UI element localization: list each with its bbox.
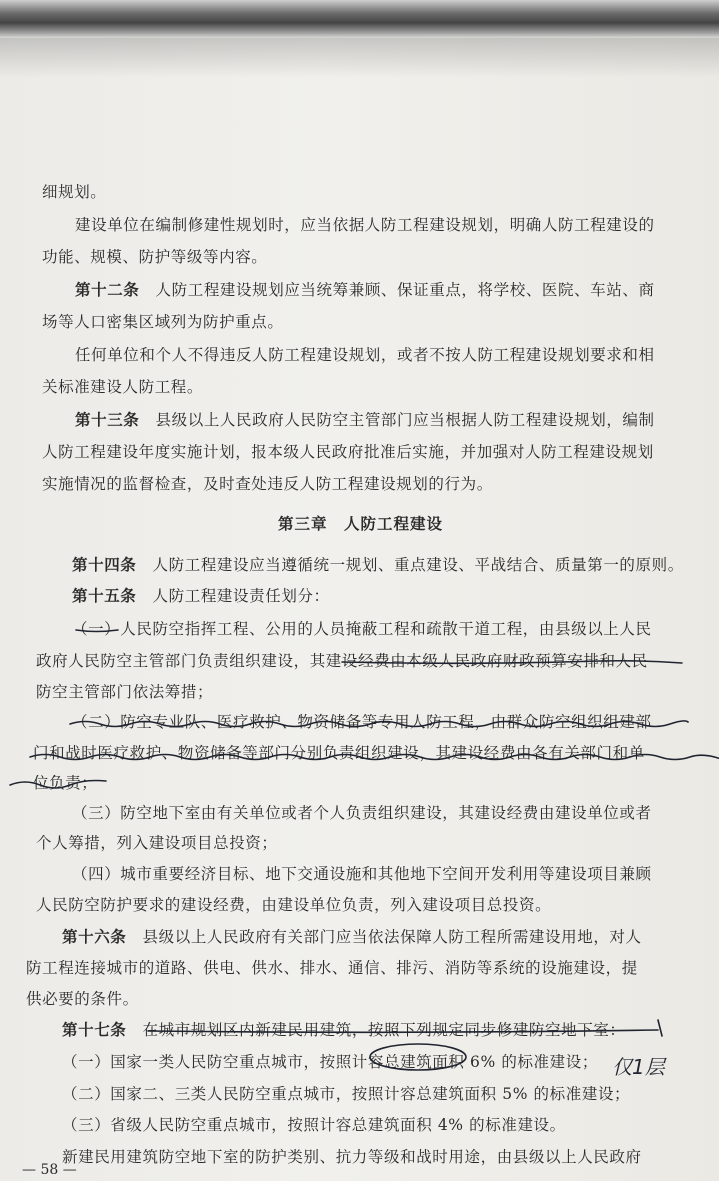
line-text: 人防工程建设年度实施计划，报本级人民政府批准后实施，并加强对人防工程建设规划 bbox=[42, 443, 654, 461]
bracket-article-17 bbox=[658, 1020, 662, 1036]
paragraph-line bbox=[75, 213, 655, 235]
article-number: 第十三条 bbox=[75, 410, 140, 429]
chapter-title bbox=[278, 512, 443, 534]
line-text: 位负责； bbox=[33, 774, 98, 792]
line-text: 任何单位和个人不得违反人防工程建设规划，或者不按人防工程建设规划要求和相 bbox=[75, 346, 655, 364]
paragraph-line bbox=[33, 741, 645, 763]
paragraph-line bbox=[42, 375, 203, 397]
paragraph-line bbox=[75, 278, 655, 300]
line-text: 功能、规模、防护等级等内容。 bbox=[42, 248, 268, 266]
line-text: 县级以上人民政府人民防空主管部门应当根据人防工程建设规划，编制 bbox=[155, 411, 655, 429]
paragraph-line bbox=[42, 440, 654, 462]
paragraph-line bbox=[62, 1018, 626, 1040]
line-text: （二）国家二、三类人民防空重点城市，按照计容总建筑面积 5% 的标准建设； bbox=[62, 1085, 631, 1103]
paragraph-line bbox=[62, 1082, 630, 1104]
handwritten-note: 仅1层 bbox=[612, 1055, 665, 1079]
line-text: 政府人民防空主管部门负责组织建设，其建设经费由本级人民政府财政预算安排和人民 bbox=[36, 652, 648, 670]
article-number: 第十七条 bbox=[62, 1020, 127, 1039]
line-text: 门和战时医疗救护、物资储备等部门分别负责组织建设，其建设经费由各有关部门和单 bbox=[33, 744, 645, 762]
line-text: 人防工程建设规划应当统筹兼顾、保证重点，将学校、医院、车站、商 bbox=[155, 281, 655, 299]
line-text: 人民防空防护要求的建设经费，由建设单位负责，列入建设项目总投资。 bbox=[36, 896, 552, 914]
paragraph-line bbox=[26, 987, 139, 1009]
line-text: 供必要的条件。 bbox=[26, 990, 139, 1008]
page-number: — 58 — bbox=[22, 1162, 77, 1178]
paragraph-line bbox=[62, 1145, 642, 1167]
paragraph-line bbox=[42, 245, 267, 267]
line-text: 在城市规划区内新建民用建筑，按照下列规定同步修建防空地下室： bbox=[142, 1021, 626, 1039]
line-text: 实施情况的监督检查，及时查处违反人防工程建设规划的行为。 bbox=[42, 475, 493, 493]
line-text: 关标准建设人防工程。 bbox=[42, 378, 204, 396]
paragraph-line bbox=[26, 956, 638, 978]
paragraph-line bbox=[75, 343, 655, 365]
line-text: （四）城市重要经济目标、地下交通设施和其他地下空间开发利用等建设项目兼顾 bbox=[72, 865, 652, 883]
line-text: 个人筹措，列入建设项目总投资； bbox=[36, 834, 278, 852]
paragraph-line bbox=[33, 771, 97, 793]
paragraph-line bbox=[72, 584, 330, 606]
line-text: 防空主管部门依法筹措； bbox=[36, 683, 214, 701]
line-text: （一）国家一类人民防空重点城市，按照计容总建筑面积 6% 的标准建设； bbox=[62, 1053, 598, 1071]
paragraph-line bbox=[36, 831, 278, 853]
article-number: 第十四条 bbox=[72, 555, 137, 574]
article-number: 第十五条 bbox=[72, 586, 137, 605]
line-text: （一）人民防空指挥工程、公用的人员掩蔽工程和疏散干道工程，由县级以上人民 bbox=[72, 620, 652, 638]
line-text: 场等人口密集区域列为防护重点。 bbox=[42, 313, 284, 331]
paragraph-line bbox=[42, 180, 106, 202]
line-text: 新建民用建筑防空地下室的防护类别、抗力等级和战时用途，由县级以上人民政府 bbox=[62, 1148, 642, 1166]
line-text: （三）省级人民防空重点城市，按照计容总建筑面积 4% 的标准建设。 bbox=[62, 1116, 566, 1134]
paragraph-line bbox=[72, 801, 652, 823]
paragraph-line bbox=[72, 553, 684, 575]
article-number: 第十二条 bbox=[75, 280, 140, 299]
line-text: 人防工程建设应当遵循统一规划、重点建设、平战结合、质量第一的原则。 bbox=[152, 556, 684, 574]
paragraph-line bbox=[36, 649, 648, 671]
paragraph-line bbox=[42, 472, 493, 494]
paragraph-line bbox=[62, 1113, 566, 1135]
line-text: 人防工程建设责任划分： bbox=[152, 587, 330, 605]
paragraph-line bbox=[75, 408, 655, 430]
article-number: 第十六条 bbox=[62, 927, 127, 946]
paragraph-line bbox=[72, 862, 652, 884]
paragraph-line bbox=[62, 1050, 598, 1072]
paragraph-line bbox=[72, 617, 652, 639]
paragraph-line bbox=[36, 680, 213, 702]
line-text: 细规划。 bbox=[42, 183, 107, 201]
line-text: 县级以上人民政府有关部门应当依法保障人防工程所需建设用地，对人 bbox=[142, 928, 642, 946]
paragraph-line bbox=[72, 710, 652, 732]
line-text: （三）防空地下室由有关单位或者个人负责组织建设，其建设经费由建设单位或者 bbox=[72, 804, 652, 822]
paragraph-line bbox=[36, 893, 551, 915]
line-text: 第三章 人防工程建设 bbox=[278, 514, 444, 533]
scan-shadow bbox=[0, 38, 719, 78]
scan-edge-strip bbox=[0, 0, 719, 38]
paragraph-line bbox=[42, 310, 284, 332]
line-text: 建设单位在编制修建性规划时，应当依据人防工程建设规划，明确人防工程建设的 bbox=[75, 216, 655, 234]
line-text: （二）防空专业队、医疗救护、物资储备等专用人防工程，由群众防空组织组建部 bbox=[72, 713, 652, 731]
line-text: 防工程连接城市的道路、供电、供水、排水、通信、排污、消防等系统的设施建设，提 bbox=[26, 959, 638, 977]
paragraph-line bbox=[62, 925, 642, 947]
